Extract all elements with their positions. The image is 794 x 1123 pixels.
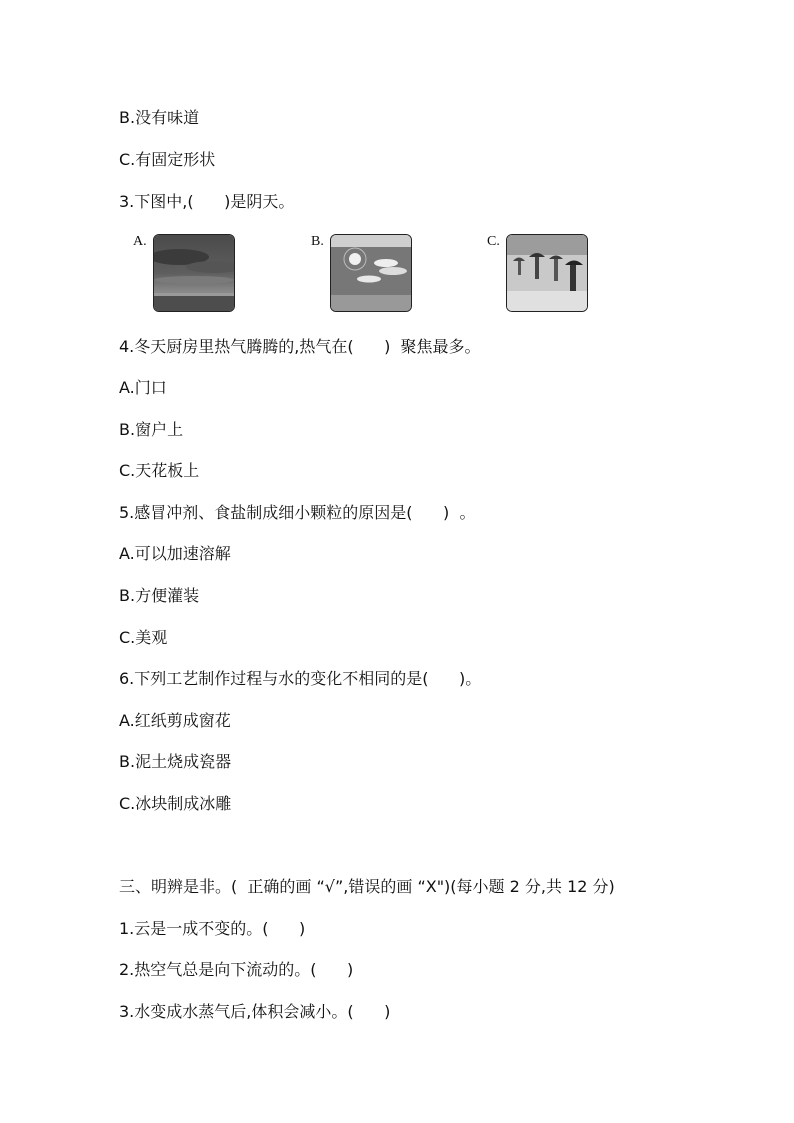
question-5: 5.感冒冲剂、食盐制成细小颗粒的原因是( ) 。 bbox=[119, 503, 476, 522]
picture-b-label: B. bbox=[311, 234, 324, 249]
q4-option-b: B.窗户上 bbox=[119, 420, 184, 439]
question-3: 3.下图中,( )是阴天。 bbox=[119, 192, 295, 211]
tf-question-1: 1.云是一成不变的。( ) bbox=[119, 919, 306, 938]
picture-c-label: C. bbox=[487, 234, 500, 249]
question-4: 4.冬天厨房里热气腾腾的,热气在( ) 聚焦最多。 bbox=[119, 337, 481, 356]
picture-options bbox=[0, 234, 794, 314]
picture-a-cloudy-sky bbox=[153, 234, 235, 312]
option-b-no-taste: B.没有味道 bbox=[119, 108, 200, 127]
q4-option-a: A.门口 bbox=[119, 378, 167, 397]
tf-question-3: 3.水变成水蒸气后,体积会减小。( ) bbox=[119, 1002, 391, 1021]
tf-question-2: 2.热空气总是向下流动的。( ) bbox=[119, 960, 354, 979]
question-6: 6.下列工艺制作过程与水的变化不相同的是( )。 bbox=[119, 669, 482, 688]
picture-a-label: A. bbox=[133, 234, 147, 249]
q5-option-c: C.美观 bbox=[119, 628, 168, 647]
q5-option-a: A.可以加速溶解 bbox=[119, 544, 231, 563]
q6-option-b: B.泥土烧成瓷器 bbox=[119, 752, 232, 771]
section-3-heading: 三、明辨是非。( 正确的画 “√”,错误的画 “X")(每小题 2 分,共 12 分) bbox=[119, 877, 615, 896]
q5-option-b: B.方便灌装 bbox=[119, 586, 200, 605]
q6-option-c: C.冰块制成冰雕 bbox=[119, 794, 232, 813]
q4-option-c: C.天花板上 bbox=[119, 461, 200, 480]
option-c-fixed-shape: C.有固定形状 bbox=[119, 150, 216, 169]
picture-c-rainy-people bbox=[506, 234, 588, 312]
picture-b-sunny-sky bbox=[330, 234, 412, 312]
q6-option-a: A.红纸剪成窗花 bbox=[119, 711, 231, 730]
